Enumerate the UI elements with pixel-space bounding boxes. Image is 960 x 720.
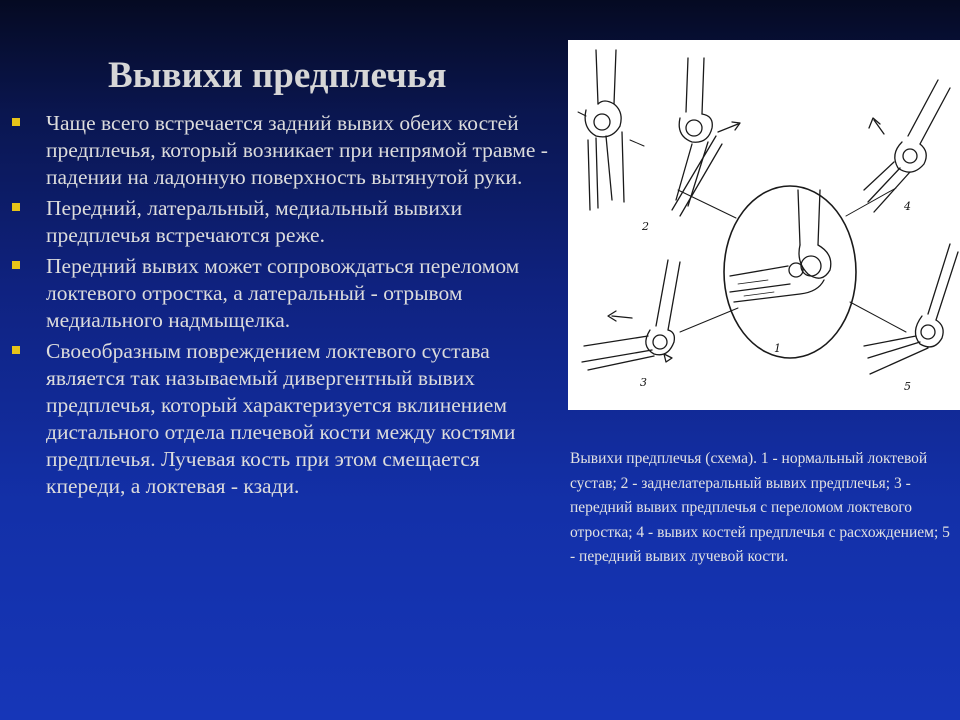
elbow-dislocation-drawing-top-right [864,80,950,212]
bullet-item [12,338,548,500]
bullet-text: Чаще всего встречается задний вывих обеих костей предплечья, который возникает при непрямой травме - падении на ладонную поверхность вытянутой руки. [46,111,548,189]
slide-title: Вывихи предплечья [108,55,447,96]
bullet-item [12,253,548,334]
bullet-text: Передний вывих может сопровождаться переломом локтевого отростка, а латеральный - отрывом медиального надмыщелка. [46,254,520,332]
figure-label: 5 [904,380,911,393]
square-bullet-icon [12,203,20,211]
elbow-dislocation-diagram [568,40,960,410]
elbow-dislocation-drawing-bottom-right [864,244,958,374]
figure-label: 2 [642,220,649,233]
bullet-text: Передний, латеральный, медиальный вывихи предплечья встречаются реже. [46,196,463,247]
connector-lines [678,188,906,332]
bullet-text: Своеобразным повреждением локтевого сустава является так называемый дивергентный вывих предплечья, который характеризуется вклинением дистального отдела плечевой кости между костями предплечья. Лучевая кость при этом смещается кпереди, а локтевая - кзади. [46,339,516,498]
elbow-dislocation-drawing-upper-middle [672,58,740,216]
square-bullet-icon [12,346,20,354]
elbow-dislocation-drawing-bottom-left [582,260,680,370]
square-bullet-icon [12,118,20,126]
figure-label: 3 [640,376,647,389]
elbow-dislocation-drawing-top-left [578,50,644,210]
figure-label: 1 [774,342,781,355]
figure-label: 4 [904,200,911,213]
bullet-item [12,110,548,191]
bullet-list [12,110,548,504]
square-bullet-icon [12,261,20,269]
bullet-item [12,195,548,249]
figure-caption: Вывихи предплечья (схема). 1 - нормальный локтевой сустав; 2 - заднелатеральный вывих предплечья; 3 - передний вывих предплечья с переломом локтевого отростка; 4 - вывих костей предплечья с расхождением; 5 - передний вывих лучевой кости. [570,450,950,565]
normal-elbow-joint-drawing [724,186,856,358]
